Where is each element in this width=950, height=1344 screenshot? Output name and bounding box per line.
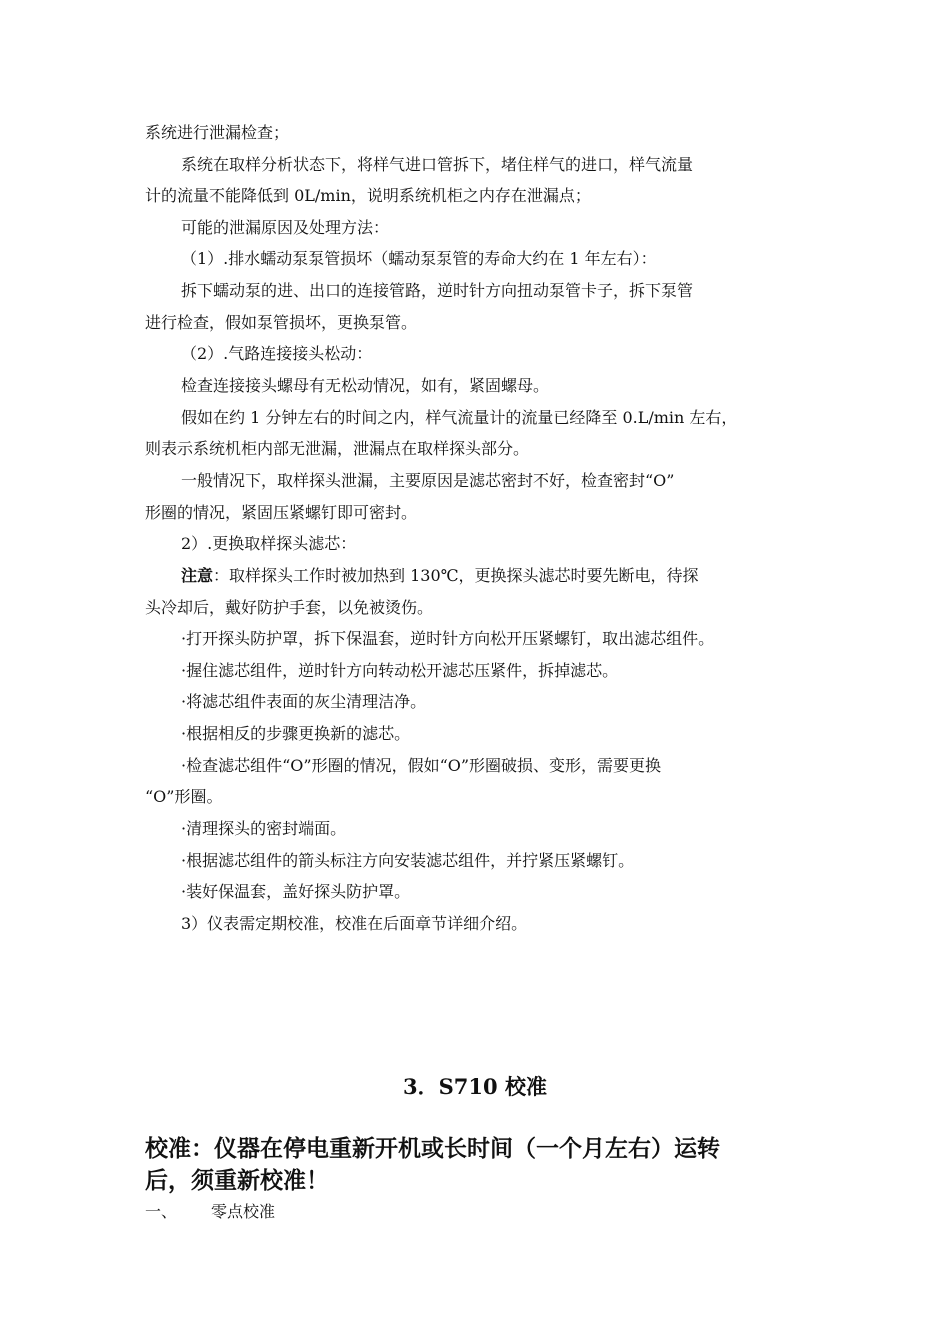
paragraph-line: 拆下蠕动泵的进、出口的连接管路，逆时针方向扭动泵管卡子，拆下泵管 [181,281,694,300]
step-item: ·将滤芯组件表面的灰尘清理洁净。 [181,692,427,711]
paragraph-line: 可能的泄漏原因及处理方法： [181,218,390,237]
paragraph-line: 系统进行泄漏检查； [145,123,290,142]
sub-heading-title: 零点校准 [211,1202,276,1221]
note-text: ：取样探头工作时被加热到 130℃，更换探头滤芯时要先断电，待探 [213,566,699,585]
sub-heading-number: 一、 [145,1202,178,1221]
section-title: 3．S710 校准 [403,1074,547,1099]
calibration-notice-continuation: 后，须重新校准！ [145,1167,329,1194]
note-line [181,566,871,586]
paragraph-line: 进行检查，假如泵管损坏，更换泵管。 [145,313,418,332]
step-item: ·检查滤芯组件“O”形圈的情况，假如“O”形圈破损、变形，需要更换 [181,756,662,775]
list-heading: （1）.排水蠕动泵泵管损坏（蠕动泵泵管的寿命大约在 1 年左右）： [181,249,657,268]
paragraph-line: 头冷却后，戴好防护手套，以免被烫伤。 [145,598,434,617]
sub-heading [145,1202,275,1222]
step-item: ·打开探头防护罩，拆下保温套，逆时针方向松开压紧螺钉，取出滤芯组件。 [181,629,715,648]
calibration-notice: 校准：仪器在停电重新开机或长时间（一个月左右）运转 [145,1135,720,1162]
step-item-continuation: “O”形圈。 [145,787,223,806]
paragraph-line: 计的流量不能降低到 0L/min，说明系统机柜之内存在泄漏点； [145,186,591,205]
list-heading: 2）.更换取样探头滤芯： [181,534,357,553]
list-heading: （2）.气路连接接头松动： [181,344,373,363]
paragraph-line: 系统在取样分析状态下，将样气进口管拆下，堵住样气的进口，样气流量 [181,155,694,174]
step-item: ·装好保温套，盖好探头防护罩。 [181,882,411,901]
step-item: ·根据滤芯组件的箭头标注方向安装滤芯组件，并拧紧压紧螺钉。 [181,851,635,870]
paragraph-line: 检查连接接头螺母有无松动情况，如有，紧固螺母。 [181,376,550,395]
paragraph-line: 假如在约 1 分钟左右的时间之内，样气流量计的流量已经降至 0.L/min 左右， [181,408,738,427]
paragraph-line: 3）仪表需定期校准，校准在后面章节详细介绍。 [181,914,528,933]
paragraph-line: 一般情况下，取样探头泄漏，主要原因是滤芯密封不好，检查密封“O” [181,471,675,490]
step-item: ·握住滤芯组件，逆时针方向转动松开滤芯压紧件，拆掉滤芯。 [181,661,619,680]
paragraph-line: 则表示系统机柜内部无泄漏，泄漏点在取样探头部分。 [145,439,530,458]
step-item: ·清理探头的密封端面。 [181,819,347,838]
step-item: ·根据相反的步骤更换新的滤芯。 [181,724,411,743]
paragraph-line: 形圈的情况，紧固压紧螺钉即可密封。 [145,503,418,522]
note-label: 注意 [181,566,214,585]
